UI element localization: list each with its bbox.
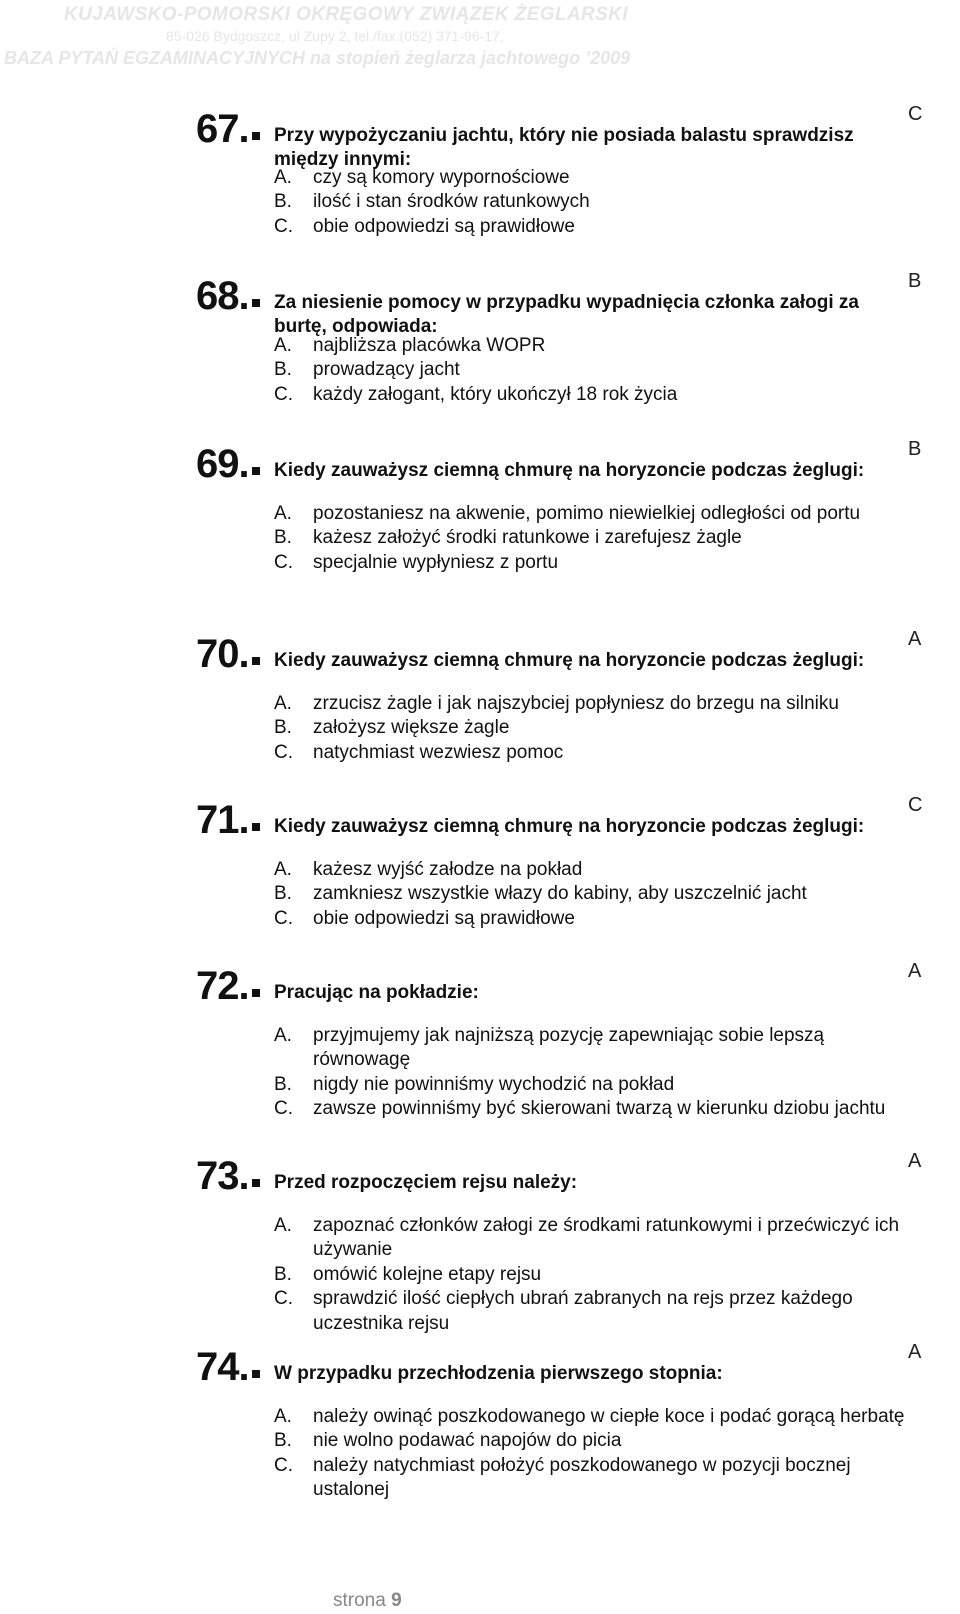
question-text: Przy wypożyczaniu jachtu, który nie posiada balastu sprawdzisz między innymi: [274,125,854,171]
answer-option [274,551,914,575]
answer-option [274,1405,914,1429]
option-text: natychmiast wezwiesz pomoc [313,741,564,763]
answer-option [274,1287,914,1336]
question-number [196,632,260,677]
option-text: pozostaniesz na akwenie, pomimo niewielkiej odległości od portu [313,503,861,524]
answer-option [274,692,914,716]
answer-options [274,858,914,931]
option-letter: C. [274,1098,293,1120]
answer-option [274,190,914,214]
option-text: założysz większe żagle [313,717,510,739]
option-text: specjalnie wypłyniesz z portu [313,551,559,573]
option-letter: A. [274,503,292,524]
option-text: najbliższa placówka WOPR [313,335,546,356]
option-letter: A. [274,1215,292,1236]
answer-key: A [908,1341,922,1363]
option-letter: B. [274,1430,292,1452]
answer-options [274,334,914,407]
answer-option [274,741,914,765]
square-bullet-icon [252,467,260,475]
question-text: Kiedy zauważysz ciemną chmurę na horyzoncie podczas żeglugi: [274,650,865,671]
question-number-text: 71. [196,798,249,842]
question-number-text: 73. [196,1154,249,1198]
question-text: Kiedy zauważysz ciemną chmurę na horyzoncie podczas żeglugi: [274,460,865,481]
answer-option [274,907,914,931]
question-number-text: 70. [196,632,249,676]
option-text: należy natychmiast położyć poszkodowanego w pozycji bocznej ustalonej [313,1454,851,1501]
answer-option [274,1214,914,1263]
square-bullet-icon [252,132,260,140]
answer-option [274,383,914,407]
answer-option [274,1454,914,1503]
answer-option [274,358,914,382]
option-text: omówić kolejne etapy rejsu [313,1263,542,1285]
question-text: Za niesienie pomocy w przypadku wypadnięcia członka załogi za burtę, odpowiada: [274,292,859,338]
answer-option [274,1097,914,1121]
option-letter: C. [274,741,293,763]
option-letter: C. [274,907,293,929]
answer-option [274,166,914,190]
square-bullet-icon [252,1370,260,1378]
square-bullet-icon [252,989,260,997]
answer-options [274,692,914,765]
option-letter: B. [274,191,292,213]
option-letter: B. [274,359,292,381]
question-number [196,798,260,843]
option-letter: A. [274,693,292,714]
option-text: prowadzący jacht [313,359,460,381]
answer-option [274,502,914,526]
option-text: każesz założyć środki ratunkowe i zarefujesz żagle [313,527,742,549]
square-bullet-icon [252,823,260,831]
option-letter: C. [274,1454,293,1476]
option-text: czy są komory wypornościowe [313,167,570,188]
header-organization: KUJAWSKO-POMORSKI OKRĘGOWY ZWIĄZEK ŻEGLARSKI [64,4,629,25]
question-number [196,1154,260,1199]
option-letter: A. [274,1406,292,1427]
page-number: 9 [391,1590,402,1611]
answer-option [274,1024,914,1073]
option-letter: B. [274,1263,292,1285]
page-header [0,0,960,80]
answer-options [274,502,914,575]
question-number [196,1345,260,1390]
square-bullet-icon [252,299,260,307]
option-text: zawsze powinniśmy być skierowani twarzą w kierunku dziobu jachtu [313,1098,886,1120]
answer-key: C [908,103,923,125]
answer-option [274,1073,914,1097]
option-text: obie odpowiedzi są prawidłowe [313,215,575,237]
answer-option [274,215,914,239]
option-text: obie odpowiedzi są prawidłowe [313,907,575,929]
option-letter: C. [274,551,293,573]
question-number [196,274,260,319]
option-text: zamkniesz wszystkie włazy do kabiny, aby uszczelnić jacht [313,883,807,905]
option-letter: A. [274,167,292,188]
answer-option [274,526,914,550]
option-text: każesz wyjść załodze na pokład [313,859,583,880]
option-letter: C. [274,383,293,405]
answer-option [274,858,914,882]
option-letter: B. [274,717,292,739]
page-footer [333,1590,402,1612]
option-letter: B. [274,1073,292,1095]
option-text: przyjmujemy jak najniższą pozycję zapewniając sobie lepszą równowagę [313,1025,825,1071]
answer-option [274,1263,914,1287]
option-text: zrzucisz żagle i jak najszybciej popłyniesz do brzegu na silniku [313,693,839,714]
answer-option [274,334,914,358]
answer-option [274,1429,914,1453]
answer-options [274,1214,914,1336]
question-text: Przed rozpoczęciem rejsu należy: [274,1172,578,1193]
option-text: każdy załogant, który ukończył 18 rok życia [313,383,678,405]
answer-key: A [908,1150,922,1172]
option-text: nie wolno podawać napojów do picia [313,1430,622,1452]
question-text: W przypadku przechłodzenia pierwszego stopnia: [274,1363,723,1384]
option-letter: C. [274,1288,293,1310]
square-bullet-icon [252,657,260,665]
answer-key: B [908,270,922,292]
header-title: BAZA PYTAŃ EGZAMINACYJNYCH na stopień żeglarza jachtowego ’2009 [4,48,631,68]
answer-key: C [908,794,923,816]
question-number-text: 67. [196,107,249,151]
question-number-text: 68. [196,274,249,318]
question-number-text: 74. [196,1345,249,1389]
header-address: 85-026 Bydgoszcz, ul Zupy 2, tel./fax.(052) 371-96-17, [166,28,504,44]
question-number [196,107,260,152]
question-number-text: 72. [196,964,249,1008]
question-text: Kiedy zauważysz ciemną chmurę na horyzoncie podczas żeglugi: [274,816,865,837]
answer-key: B [908,438,922,460]
footer-label: strona [333,1590,386,1611]
answer-option [274,716,914,740]
option-text: należy owinąć poszkodowanego w ciepłe koce i podać gorącą herbatę [313,1406,905,1427]
option-letter: C. [274,215,293,237]
option-letter: B. [274,883,292,905]
question-text: Pracując na pokładzie: [274,982,479,1003]
answer-key: A [908,960,922,982]
answer-option [274,882,914,906]
option-letter: A. [274,335,292,356]
option-letter: A. [274,1025,292,1046]
question-number-text: 69. [196,442,249,486]
question-number [196,964,260,1009]
option-letter: B. [274,527,292,549]
option-text: ilość i stan środków ratunkowych [313,191,590,213]
option-letter: A. [274,859,292,880]
answer-key: A [908,628,922,650]
option-text: zapoznać członków załogi ze środkami ratunkowymi i przećwiczyć ich używanie [313,1215,900,1261]
answer-options [274,1024,914,1122]
question-number [196,442,260,487]
option-text: sprawdzić ilość ciepłych ubrań zabranych na rejs przez każdego uczestnika rejsu [313,1288,853,1334]
square-bullet-icon [252,1179,260,1187]
answer-options [274,166,914,239]
option-text: nigdy nie powinniśmy wychodzić na pokład [313,1073,675,1095]
answer-options [274,1405,914,1503]
